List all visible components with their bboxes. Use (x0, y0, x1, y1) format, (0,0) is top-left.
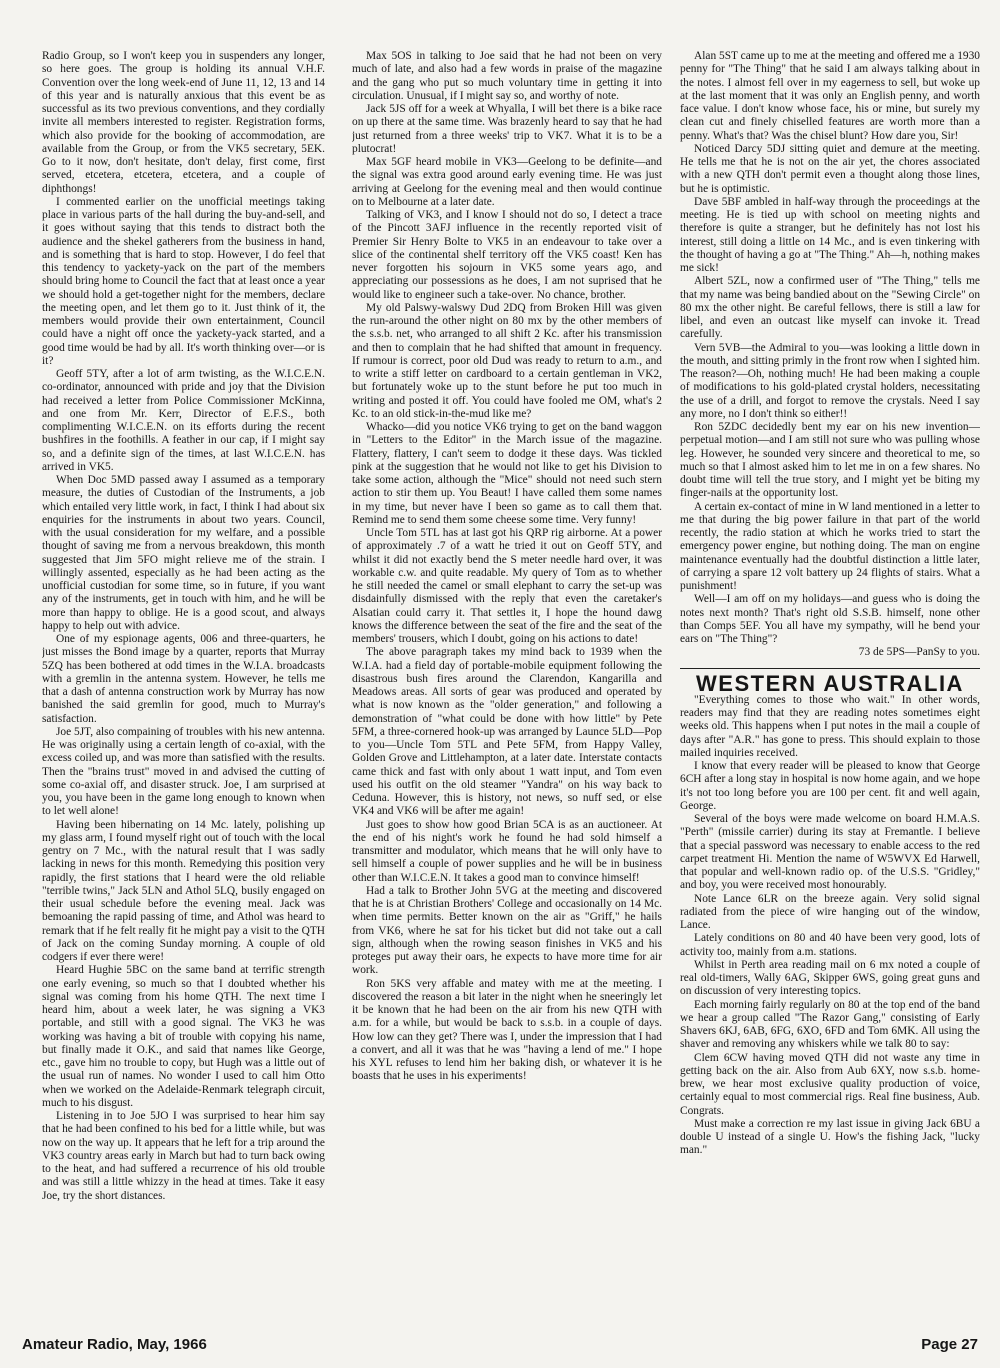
paragraph: Alan 5ST came up to me at the meeting and offered me a 1930 penny for "The Thing" that he said I am always talking about in the notes. I almost fell over in my eagerness to sell, but woke up at the last moment that it was only an English penny, and worth face value. I don't know whose face, his or mine, but surely my clean cut and finely chiselled features are worth more than a penny. What's that? Was the chisel blunt? How dare you, Sir! (680, 50, 980, 142)
paragraph: Uncle Tom 5TL has at last got his QRP rig airborne. At a power of approximately .7 of a watt he tried it out on Geoff 5TY, and whilst it did not exactly bend the S meter needle hard over, it was workable c.w. and quite readable. My query of Tom as to whether he still needed the camel or small elephant to carry the set-up was disdainfully dismissed with the reply that even the caretaker's Alsatian could carry it. That settles it, I hope the hound dawg knows the difference between the seat of the fire and the seat of the members' trousers, which I doubt, going on his actions to date! (352, 527, 662, 645)
paragraph: Dave 5BF ambled in half-way through the proceedings at the meeting. He is tied up with school on meeting nights and therefore is quite a stranger, but he definitely has not lost his interest, still doing a little on 14 Mc., and is even tinkering with the thought of having a go at "The Thing." Ah—h, nothing makes me sick! (680, 195, 980, 274)
text-column-1 (42, 50, 325, 1323)
paragraph: Talking of VK3, and I know I should not do so, I detect a trace of the Pincott 3AFJ influence in the recently reported visit of Premier Sir Henry Bolte to VK5 in an endeavour to take over a slice of the continental shelf territory off the VK5 coast! Ken has never forgotten his sojourn in VK5 some years ago, and appreciating our possessions as he does, I am not suprised that he would like to engineer such a take-over. No chance, brother. (352, 209, 662, 301)
paragraph: I commented earlier on the unofficial meetings taking place in various parts of the hall during the buy-and-sell, and it goes without saying that this tends to distract both the audience and the shekel gatherers from the business in hand, and is something that is hard to stop. However, I do feel that this tendency to yackety-yack on the part of the members should bring home to Council the fact that at least once a year we should hold a get-together night for the members, declare the meeting open, and let them go to it. Just think of it, the members would provide their own entertainment, Council could have a night off once the yackety-yack started, and a good time would be had by all. It's worth thinking over—or is it? (42, 195, 325, 367)
paragraph: Jack 5JS off for a week at Whyalla, I will bet there is a bike race on up there at the same time. Was brazenly heard to say that he had just returned from a three weeks' trip to VK7. What it is to be a plutocrat! (352, 103, 662, 155)
paragraph: Several of the boys were made welcome on board H.M.A.S. "Perth" (missile carrier) during its stay at Fremantle. I believe that a special password was necessary to enable access to the red carpet treatment Hi. Mention the name of W5WVX Ed Harwell, that popular and well-known radio op. of the U.S.S. "Gridley," and boy, you were received most honourably. (680, 813, 980, 892)
paragraph: Ron 5ZDC decidedly bent my ear on his new invention—perpetual motion—and I am still not sure who was pulling whose leg. However, he sounded very sincere and theoretical to me, so much so that I almost asked him to let me in on a few shares. No doubt time will tell the true story, and I might yet be biting my finger-nails at the opportunity lost. (680, 421, 980, 500)
paragraph: Lately conditions on 80 and 40 have been very good, lots of activity too, mainly from a.m. stations. (680, 932, 980, 958)
paragraph: I know that every reader will be pleased to know that George 6CH after a long stay in hospital is now home again, and we hope it's not too long before you are 100 per cent. fit and well again, George. (680, 760, 980, 812)
paragraph: Ron 5KS very affable and matey with me at the meeting. I discovered the reason a bit later in the night when he sneeringly let it be known that he had been on the air from his new QTH with a.m. for a while, but would be back to s.s.b. in a couple of days. How low can they get? There was I, under the impression that I had a convert, and all it was that he was "having a lend of me." I hope his XYL refuses to lend him her baking dish, or whatever it is he boasts that he uses in his experiments! (352, 977, 662, 1083)
paragraph: Albert 5ZL, now a confirmed user of "The Thing," tells me that my name was being bandied about on the "Sewing Circle" on 80 mx the other night. Be careful fellows, there is still a law for libel, and even an outcast like myself can invoke it. Tread carefully. (680, 275, 980, 341)
paragraph: Heard Hughie 5BC on the same band at terrific strength one early evening, so much so that I doubted whether his signal was coming from his home QTH. The next time I heard him, about a week later, he was signing a VK3 portable, and still with a good signal. The VK3 he was working was having a bit of trouble with copying his name, but finally made it O.K., and said that names like George, etc., gave him no trouble to copy, but Hugh was a little out of the usual run of names. No wonder I used to call him Otto when we worked on the Adelaide-Renmark telegraph circuit, much to his disgust. (42, 964, 325, 1109)
paragraph: One of my espionage agents, 006 and three-quarters, he just misses the Bond image by a quarter, reports that Murray 5ZQ has been bothered at odd times in the W.I.A. broadcasts with a gremlin in the antenna system. However, he tells me that a dash of antenna construction work by Murray has now banished the said gremlin for good, much to Murray's satisfaction. (42, 633, 325, 725)
paragraph: Noticed Darcy 5DJ sitting quiet and demure at the meeting. He tells me that he is not on the air yet, the chores associated with a new QTH don't permit even a thought along those lines, but he is optimistic. (680, 142, 980, 195)
page-footer (22, 1336, 978, 1353)
sa-notes-continued (680, 50, 980, 646)
section-heading: WESTERN AUSTRALIA (680, 668, 980, 690)
footer-page-number: Page 27 (921, 1336, 978, 1353)
paragraph: Clem 6CW having moved QTH did not waste any time in getting back on the air. Also from Aub 6XY, now s.s.b. home-brew, we hear most exclusive quality production of voice, certainly equal to most commercial rigs. Real fine business, Aub. Congrats. (680, 1051, 980, 1117)
paragraph: Vern 5VB—the Admiral to you—was looking a little down in the mouth, and sitting primly in the front row when I sighted him. The reason?—Oh, nothing much! He had been making a couple of modifications to his gold-plated crystal holders, necessitating the use of a drill, and forgot to remove the crystals. Need I say any more, no I don't think so either!! (680, 341, 980, 420)
paragraph: Having been hibernating on 14 Mc. lately, polishing up my glass arm, I found myself right out of touch with the local gentry on 7 Mc., with the natural result that I was sadly lacking in news for this month. Remedying this position very rapidly, the first stations that I heard were the old reliable "terrible twins," Jack 5LN and Athol 5LQ, busily engaged on their usual schedule before the evening meal. Jack was bemoaning the rapid passing of time, and Athol was heard to remark that if he felt really fit he might pay a visit to the QTH of Jack on the coming Sunday morning. A couple of old codgers if ever there were! (42, 818, 325, 963)
paragraph: Note Lance 6LR on the breeze again. Very solid signal radiated from the piece of wire hanging out of the window, Lance. (680, 892, 980, 931)
paragraph: Geoff 5TY, after a lot of arm twisting, as the W.I.C.E.N. co-ordinator, announced with pride and joy that the Division had received a letter from Police Commissioner McKinna, and one from Mr. Kerr, Director of E.F.S., both complimenting W.I.C.E.N. on its efforts during the recent bushfires in the foothills. A feather in our cap, if I might say so, and a definite sign of the times, at last W.I.C.E.N. has arrived in VK5. (42, 368, 325, 473)
text-column-3 (680, 50, 980, 1323)
paragraph: A certain ex-contact of mine in W land mentioned in a letter to me that during the big power failure in that part of the world recently, the radio station at which he works tried to start the emergency power engine, but nothing doing. The man on engine maintenance eventually had the doubtful distinction a little later, of carrying a spare 12 volt battery up 24 flights of stairs. What a punishment! (680, 500, 980, 592)
paragraph: The above paragraph takes my mind back to 1939 when the W.I.A. had a field day of portable-mobile equipment following the disastrous bush fires around the Clarendon, Kangarilla and Meadows areas. All sorts of gear was produced and operated by what is now known as the "older generation," and following a demonstration of "what could be done with how little" by Pete 5FM, a three-cornered hook-up was arranged by Launce 5LD—Pop to you—Uncle Tom 5TL and Pete 5FM, from Happy Valley, Golden Grove and Littlehampton, at a later date. Interstate contacts came thick and fast with only about 1 watt input, and Tom even used his outfit on the old steamer "Yandra" on his way back to Ceduna. However, this is history, not news, so nuff sed, or else VK4 and VK6 will be after me again! (352, 646, 662, 818)
paragraph: Well—I am off on my holidays—and guess who is doing the notes next month? That's right old S.S.B. himself, none other than Comps 5EF. You all have my sympathy, will he bend your ears on "The Thing"? (680, 593, 980, 645)
paragraph: Just goes to show how good Brian 5CA is as an auctioneer. At the end of his night's work he found he had sold himself a transmitter and modulator, which means that he will only have to sell himself a couple of power supplies and he will be in business other than W.I.C.E.N. It takes a good man to convince himself! (352, 818, 662, 884)
paragraph: Must make a correction re my last issue in giving Jack 6BU a double U instead of a single U. How's the fishing Jack, "lucky man." (680, 1117, 980, 1157)
paragraph: When Doc 5MD passed away I assumed as a temporary measure, the duties of Custodian of the Instruments, a job which entailed very little work, in fact, I think I had about six enquiries for the instruments in about two years. Council, with the usual consideration for my welfare, and a possible thought of saving me from a nervous breakdown, this month suggested that Jim 5FO might relieve me of the strain. I willingly assented, especially as he had been acting as the unofficial custodian for some time, so in future, if you want any of the instruments, get in touch with him, and he will be more than happy to oblige. He is a good scout, and always happy to help out with advice. (42, 474, 325, 632)
paragraph: Max 5GF heard mobile in VK3—Geelong to be definite—and the signal was extra good around early evening time. He was just arriving at Geelong for the evening meal and then would continue on to Melbourne at a later date. (352, 156, 662, 208)
paragraph: Whacko—did you notice VK6 trying to get on the band waggon in "Letters to the Editor" in the March issue of the magazine. Flattery, flattery, I can't seem to dodge it these days. Was tickled pink at the suggestion that he would not like to get his Division to take some action, although the "Mice" should not need such stern action to stir them up. You Beaut! I have called them some names in my time, but never have I been so game as to call them that. Remind me to send them some cheese some time. Very funny! (352, 421, 662, 526)
paragraph: "Everything comes to those who wait." In other words, readers may find that they are reading notes sometimes eight weeks old. This happens when I put notes in the mail a couple of days after "A.R." has gone to press. This should explain to those mailed inquiries received. (680, 693, 980, 759)
paragraph: Listening in to Joe 5JO I was surprised to hear him say that he had been confined to his bed for a little while, but was now on the way up. It appears that he left for a trip around the VK3 country areas early in March but had to turn back owing to the heat, and had suffered a recurrence of his old trouble and was still a little whizzy in the head at times. Take it easy Joe, try the short distances. (42, 1110, 325, 1202)
paragraph: Radio Group, so I won't keep you in suspenders any longer, so here goes. The group is holding its annual V.H.F. Convention over the long week-end of June 11, 12, 13 and 14 of this year and is naturally anxious that this event be as successful as its two previous conventions, and they cordially invite all members interested to register. Registration forms, which also provide for the booking of accommodation, are available from the Group, or from the VK5 secretary, 5EK. Go to it now, don't hesitate, don't delay, first come, first served, etcetera, etcetera, etcetera, and a couple of diphthongs! (42, 50, 325, 195)
paragraph: Each morning fairly regularly on 80 at the top end of the band we hear a group called "The Razor Gang," consisting of Early Shavers 6KJ, 6AB, 6FG, 6XO, 6FD and Tom 6MK. All using the shaver and removing any whiskers while we talk 80 to say: (680, 998, 980, 1051)
paragraph: Had a talk to Brother John 5VG at the meeting and discovered that he is at Christian Brothers' College and occasionally on 14 Mc. when time permits. Better known on the air as "Griff," he hails from VK6, where he sat for his ticket but did not take out a call sign, although when the rowing season finishes in VK5 and his proteges put away their oars, he expects to have more time for air work. (352, 884, 662, 977)
footer-publication: Amateur Radio, May, 1966 (22, 1336, 207, 1353)
paragraph: Whilst in Perth area reading mail on 6 mx noted a couple of real old-timers, Wally 6AG, Skipper 6WS, going great guns and on discussion of very interesting topics. (680, 958, 980, 998)
signature: 73 de 5PS—PanSy to you. (858, 646, 980, 659)
paragraph: Joe 5JT, also compaining of troubles with his new antenna. He was originally using a certain length of co-axial, with the excess coiled up, and was more than satisfied with the results. Then the "brains trust" moved in and advised the cutting of some co-axial off, and disaster struck. Joe, I am surprised at you, you have been in the game long enough to known when to let well alone! (42, 725, 325, 818)
text-column-2 (352, 50, 662, 1323)
wa-notes (680, 694, 980, 1158)
paragraph: My old Palswy-walswy Dud 2DQ from Broken Hill was given the run-around the other night on 80 mx by the other members of the s.s.b. net, who arranged to all shift 2 Kc. after his transmission and then to complain that he had shifted that amount in frequency. If rumour is correct, poor old Dud was ready to return to a.m., and to write a stiff letter on cardboard to a certain gentleman in VK2, but fortunately woke up to the stunt before he put too much in writing and posted it off. You could have fooled me OM, what's 2 Kc. to an old stick-in-the-mud like me? (352, 301, 662, 420)
paragraph: Max 5OS in talking to Joe said that he had not been on very much of late, and also had a few words in praise of the magazine and the gang who put so much voluntary time in getting it into circulation. Unusual, if I might say so, and worthy of note. (352, 50, 662, 102)
